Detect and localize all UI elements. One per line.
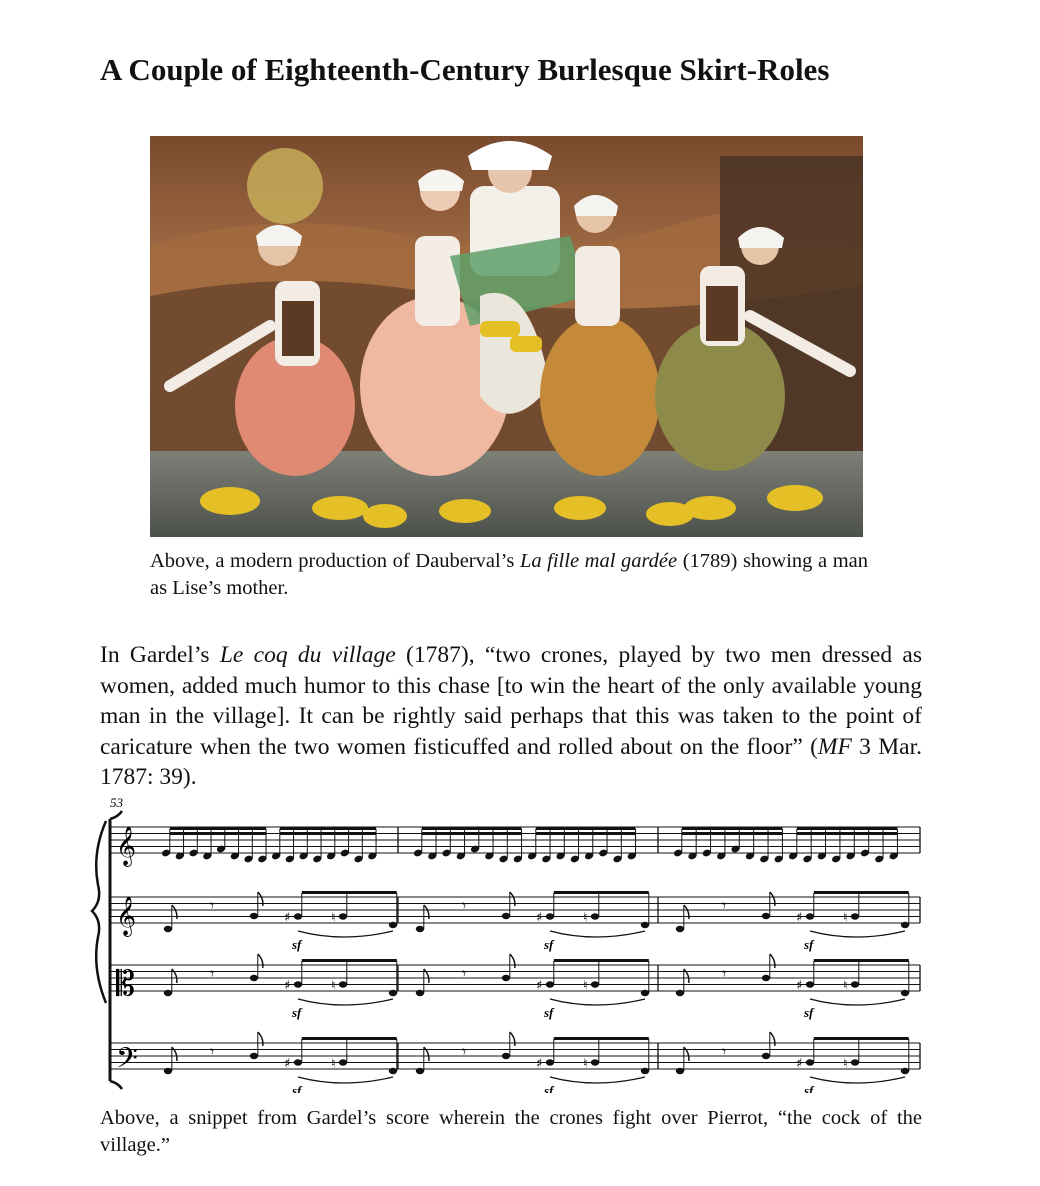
measure-number: 53 bbox=[110, 795, 123, 810]
note-head bbox=[164, 990, 172, 996]
beam bbox=[422, 827, 522, 830]
note-head bbox=[339, 1059, 347, 1065]
eighth-rest: 𝄾 bbox=[722, 896, 727, 915]
natural-accidental: ♮ bbox=[843, 1056, 848, 1072]
natural-accidental: ♮ bbox=[583, 978, 588, 994]
beam bbox=[280, 827, 376, 830]
sharp-accidental: ♯ bbox=[796, 910, 803, 926]
clef-symbol: 𝄢 bbox=[116, 1042, 138, 1082]
dynamic-sf: sf bbox=[292, 1005, 302, 1020]
note-head bbox=[294, 1059, 302, 1065]
note-head bbox=[416, 990, 424, 996]
eighth-rest: 𝄾 bbox=[462, 1042, 467, 1061]
note-head bbox=[806, 913, 814, 919]
beam bbox=[302, 1037, 397, 1040]
note-flag bbox=[258, 954, 263, 968]
eighth-rest: 𝄾 bbox=[462, 964, 467, 983]
note-head bbox=[901, 1068, 909, 1074]
beam bbox=[682, 827, 783, 830]
natural-accidental: ♮ bbox=[583, 910, 588, 926]
beam bbox=[814, 891, 909, 894]
note-head bbox=[389, 922, 397, 928]
dynamic-sf: sf bbox=[544, 1083, 554, 1093]
beam bbox=[797, 832, 898, 835]
beam bbox=[682, 832, 783, 835]
photo-caption-work-title: La fille mal gardée bbox=[519, 550, 678, 572]
note-head bbox=[250, 1053, 258, 1059]
body-source: MF bbox=[817, 733, 852, 760]
dynamic-sf: sf bbox=[804, 1083, 814, 1093]
note-head bbox=[164, 1068, 172, 1074]
eighth-rest: 𝄾 bbox=[210, 964, 215, 983]
natural-accidental: ♮ bbox=[331, 978, 336, 994]
bracket-bottom-hook bbox=[110, 1081, 122, 1089]
photo-caption-pre: Above, a modern production of Dauberval’s bbox=[150, 550, 520, 572]
slur bbox=[550, 999, 645, 1005]
slur bbox=[810, 1077, 905, 1083]
beam bbox=[554, 1037, 649, 1040]
note-head bbox=[546, 1059, 554, 1065]
note-head bbox=[339, 913, 347, 919]
sharp-accidental: ♯ bbox=[536, 978, 543, 994]
note-head bbox=[676, 990, 684, 996]
beam bbox=[422, 832, 522, 835]
note-head bbox=[806, 981, 814, 987]
body-work-title: Le coq du village bbox=[219, 642, 396, 668]
score-brace bbox=[92, 821, 106, 1003]
note-head bbox=[389, 1068, 397, 1074]
photo-caption bbox=[150, 548, 868, 602]
note-head bbox=[851, 1059, 859, 1065]
slur bbox=[550, 1077, 645, 1083]
eighth-rest: 𝄾 bbox=[722, 1042, 727, 1061]
note-head bbox=[339, 981, 347, 987]
sharp-accidental: ♯ bbox=[284, 978, 291, 994]
note-head bbox=[901, 990, 909, 996]
photo-caption-post: (1789) showing a man as Lise’s mother. bbox=[150, 550, 868, 599]
note-head bbox=[164, 926, 172, 932]
note-head bbox=[591, 981, 599, 987]
body-paragraph bbox=[100, 640, 922, 793]
sharp-accidental: ♯ bbox=[284, 910, 291, 926]
natural-accidental: ♮ bbox=[843, 978, 848, 994]
note-head bbox=[502, 1053, 510, 1059]
note-head bbox=[546, 913, 554, 919]
dynamic-sf: sf bbox=[544, 937, 554, 952]
note-flag bbox=[510, 954, 515, 968]
note-head bbox=[641, 990, 649, 996]
note-head bbox=[591, 913, 599, 919]
beam bbox=[536, 832, 636, 835]
beam bbox=[814, 1037, 909, 1040]
note-head bbox=[641, 922, 649, 928]
sharp-accidental: ♯ bbox=[536, 910, 543, 926]
sharp-accidental: ♯ bbox=[796, 1056, 803, 1072]
dynamic-sf: sf bbox=[292, 1083, 302, 1093]
note-head bbox=[416, 1068, 424, 1074]
note-head bbox=[851, 981, 859, 987]
slur bbox=[550, 931, 645, 937]
note-head bbox=[502, 975, 510, 981]
beam bbox=[302, 891, 397, 894]
sharp-accidental: ♯ bbox=[536, 1056, 543, 1072]
note-head bbox=[502, 913, 510, 919]
ballet-photo bbox=[150, 136, 863, 537]
beam bbox=[536, 827, 636, 830]
dynamic-sf: sf bbox=[544, 1005, 554, 1020]
dynamic-sf: sf bbox=[804, 1005, 814, 1020]
note-head bbox=[591, 1059, 599, 1065]
note-head bbox=[806, 1059, 814, 1065]
body-pre: In Gardel’s bbox=[100, 642, 220, 668]
note-head bbox=[676, 926, 684, 932]
beam bbox=[280, 832, 376, 835]
sharp-accidental: ♯ bbox=[284, 1056, 291, 1072]
clef-symbol: 𝄞 bbox=[116, 896, 137, 936]
note-head bbox=[901, 922, 909, 928]
eighth-rest: 𝄾 bbox=[462, 896, 467, 915]
slur bbox=[298, 931, 393, 937]
note-flag bbox=[770, 954, 775, 968]
music-score-svg bbox=[88, 793, 928, 1093]
note-head bbox=[762, 913, 770, 919]
beam bbox=[797, 827, 898, 830]
note-head bbox=[294, 981, 302, 987]
beam bbox=[302, 959, 397, 962]
beam bbox=[554, 891, 649, 894]
natural-accidental: ♮ bbox=[583, 1056, 588, 1072]
note-head bbox=[851, 913, 859, 919]
score-caption: Above, a snippet from Gardel’s score wherein the crones fight over Pierrot, “the cock of the village.” bbox=[100, 1107, 922, 1156]
note-flag bbox=[510, 1032, 515, 1046]
note-head bbox=[676, 1068, 684, 1074]
body-post: 3 Mar. 1787: 39). bbox=[100, 733, 922, 790]
note-head bbox=[416, 926, 424, 932]
beam bbox=[814, 959, 909, 962]
note-flag bbox=[258, 1032, 263, 1046]
ballet-photo-illustration bbox=[150, 136, 863, 537]
clef-symbol: 𝄞 bbox=[116, 826, 137, 866]
note-head bbox=[762, 1053, 770, 1059]
note-flag bbox=[770, 1032, 775, 1046]
sharp-accidental: ♯ bbox=[796, 978, 803, 994]
beam bbox=[170, 832, 266, 835]
eighth-rest: 𝄾 bbox=[210, 1042, 215, 1061]
note-head bbox=[762, 975, 770, 981]
dynamic-sf: sf bbox=[804, 937, 814, 952]
beam bbox=[170, 827, 266, 830]
note-head bbox=[250, 913, 258, 919]
music-score bbox=[88, 793, 928, 1093]
slur bbox=[298, 1077, 393, 1083]
natural-accidental: ♮ bbox=[331, 1056, 336, 1072]
slur bbox=[810, 931, 905, 937]
page-title: A Couple of Eighteenth-Century Burlesque Skirt-Roles bbox=[100, 52, 830, 87]
natural-accidental: ♮ bbox=[331, 910, 336, 926]
note-head bbox=[546, 981, 554, 987]
note-head bbox=[294, 913, 302, 919]
natural-accidental: ♮ bbox=[843, 910, 848, 926]
slur bbox=[810, 999, 905, 1005]
clef-symbol: 𝄡 bbox=[116, 964, 135, 1004]
note-head bbox=[250, 975, 258, 981]
note-head bbox=[389, 990, 397, 996]
slur bbox=[298, 999, 393, 1005]
bracket-top-hook bbox=[110, 811, 122, 819]
note-head bbox=[641, 1068, 649, 1074]
body-mid: (1787), “two crones, played by two men dressed as women, added much humor to this chase [to win the heart of the only available young man in the village]. It can be rightly said perhaps that this was taken to the point of caricature when the two women fisticuffed and rolled about on the floor” ( bbox=[100, 642, 922, 760]
eighth-rest: 𝄾 bbox=[722, 964, 727, 983]
beam bbox=[554, 959, 649, 962]
dynamic-sf: sf bbox=[292, 937, 302, 952]
eighth-rest: 𝄾 bbox=[210, 896, 215, 915]
